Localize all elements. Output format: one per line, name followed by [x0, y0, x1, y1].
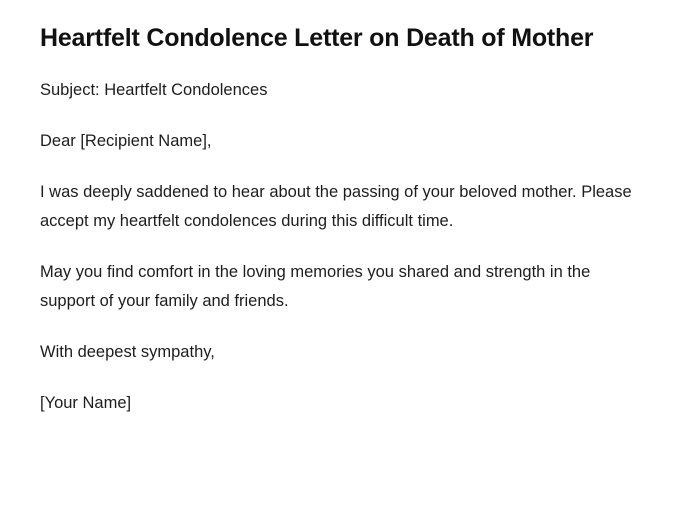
letter-body-paragraph-2: May you find comfort in the loving memories you shared and strength in the support of your family and friends. [40, 263, 591, 310]
letter-signature: [Your Name] [40, 394, 132, 412]
letter-body-paragraph-1: I was deeply saddened to hear about the passing of your beloved mother. Please accept my heartfelt condolences during this difficult time. [40, 183, 632, 230]
page-title: Heartfelt Condolence Letter on Death of Mother [40, 24, 594, 52]
letter-salutation: Dear [Recipient Name], [40, 132, 212, 150]
letter-subject-line: Subject: Heartfelt Condolences [40, 81, 268, 99]
letter-closing: With deepest sympathy, [40, 343, 215, 361]
